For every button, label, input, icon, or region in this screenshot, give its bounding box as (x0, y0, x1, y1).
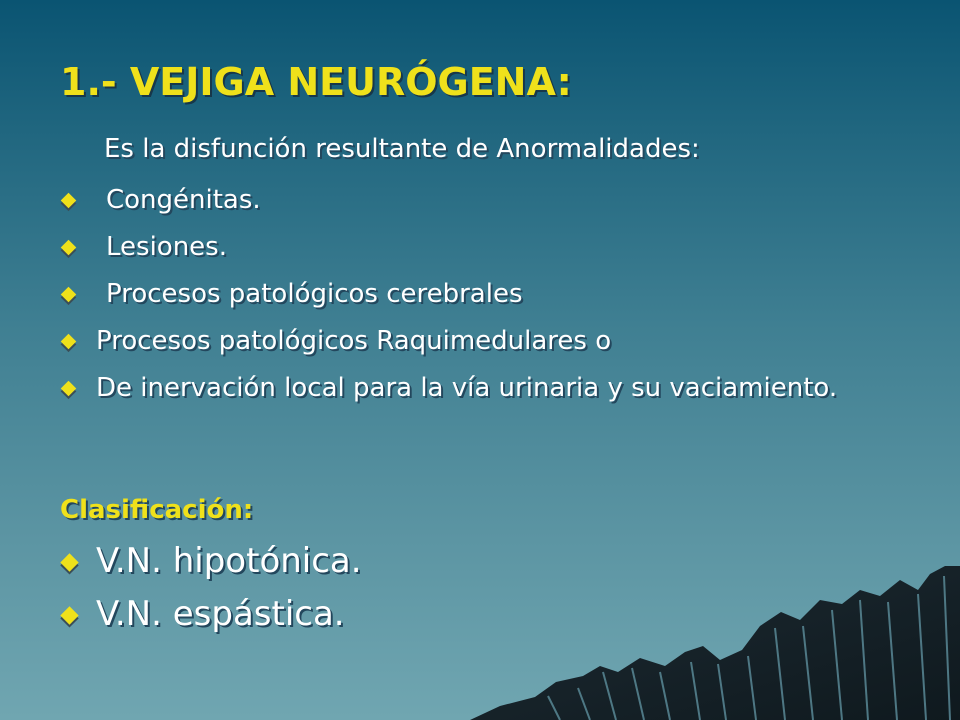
intro-text: Es la disfunción resultante de Anormalidades: (104, 134, 700, 164)
classification-item-text: V.N. hipotónica. (96, 541, 362, 581)
list-item-text: Lesiones. (106, 232, 227, 262)
list-item-text: Procesos patológicos Raquimedulares o (96, 326, 612, 356)
list-item-text: Procesos patológicos cerebrales (106, 279, 523, 309)
classification-item-text: V.N. espástica. (96, 594, 345, 634)
list-item-text: De inervación local para la vía urinaria y su vaciamiento. (96, 373, 838, 403)
slide-title: 1.- VEJIGA NEURÓGENA: (60, 60, 572, 104)
list-item-text: Congénitas. (106, 185, 261, 215)
classification-heading: Clasificación: (60, 495, 254, 525)
